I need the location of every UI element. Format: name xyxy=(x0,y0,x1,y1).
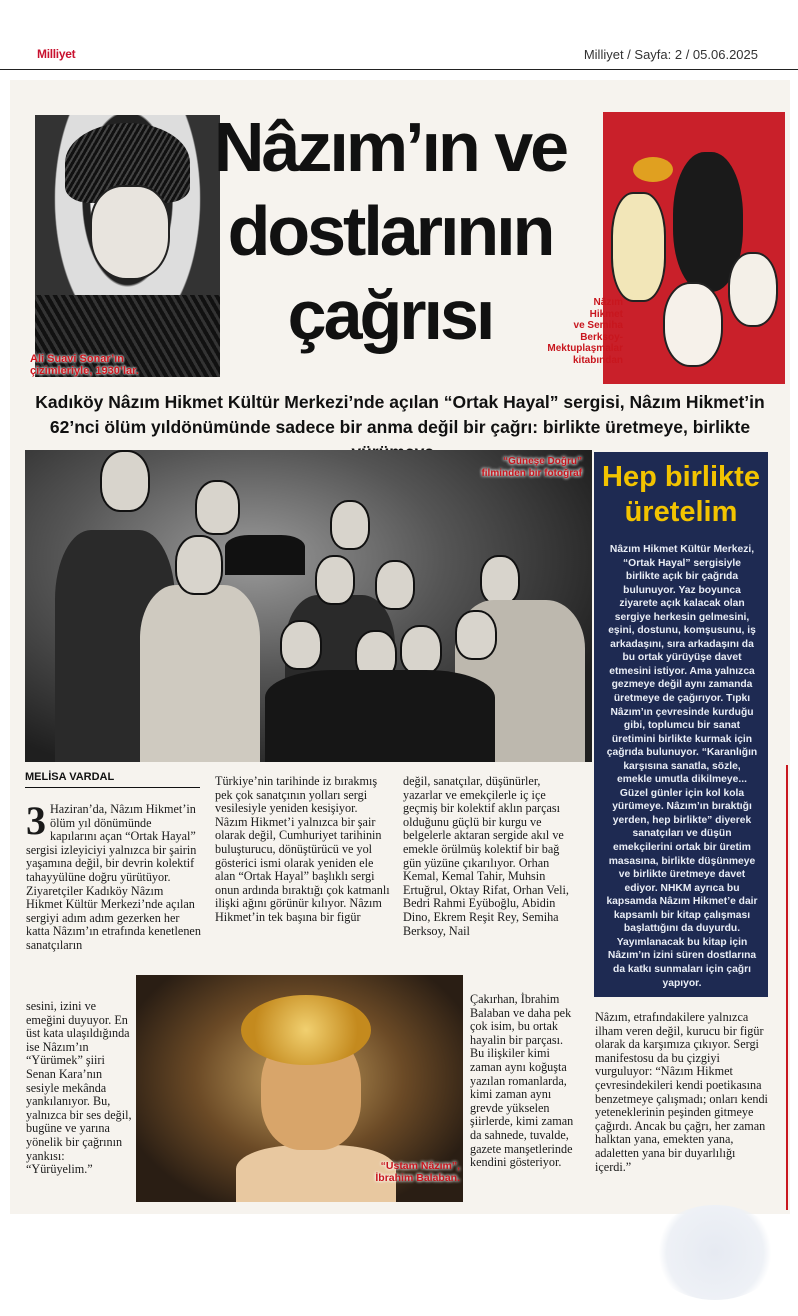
painting-caption: “Ustam Nâzım”, İbrahim Balaban. xyxy=(375,1160,460,1184)
article-column-3-continued: Çakırhan, İbrahim Balaban ve daha pek çok isim, bu ortak hayalin bir parçası. Bu ilişkiler kimi zaman aynı koğuşta yazılan romanlarda, kimi zaman aynı grevde yükselen şiirlerde, kimi zaman da sahnede, tuvalde, gazete manşetlerinde kendini gösteriyor. xyxy=(470,992,574,1170)
sidebar-body: Nâzım Hikmet Kültür Merkezi, “Ortak Hayal” sergisiyle birlikte açık bir çağrıda bulunuyor. Yaz boyunca ziyarete açık kalacak olan sergiye herkesin gelmesini, eşini, dostunu, komşusunu, iş arkadaşını, sıra arkadaşını da bu ortak yürüyüşe davet etmesini istiyor. Ama yalnızca gezmeye değil aynı zamanda üretmeye de çağırıyor. Tıpkı Nâzım’ın çevresinde kurduğu gibi, toplumcu bir sanat üretimini birlikte kurmak için çağrıda bulunuyor. “Karanlığın karşısına sanatla, sözle, emekle umutla dikilmeye... Güzel günler için kol kola yürümeye. Nâzım’ın bıraktığı yerden, hep birlikte” diyerek sanatçıları ve düşün emekçilerini ortak bir üretim masasına, birlikte düşünmeye ve birlikte üretmeye davet ediyor. NHKM ayrıca bu kapsamda Nâzım Hikmet’e dair kapsamlı bir kitap çalışması başlattığını da duyurdu. Yayımlanacak bu kitap için Nâzım’ın izini süren dostlarına da katkı sunmaları için çağrı yapıyor. xyxy=(606,544,758,989)
header-divider xyxy=(0,69,798,70)
portrait-caption: Ali Suavi Sonar’ın çizimleriyle, 1930’lar. xyxy=(30,353,139,377)
scan-watermark xyxy=(650,1205,780,1300)
drop-cap: 3 xyxy=(26,798,46,843)
letters-book-illustration xyxy=(603,112,785,384)
article-column-1: 3 Haziran’da, Nâzım Hikmet’in ölüm yıl dönümünde kapılarını açan “Ortak Hayal” sergisi izleyiciyi yalnızca bir şairin yaşamına değil, bir devrin kolektif tahayyülüne doğru yürütüyor. Ziyaretçiler Kadıköy Nâzım Hikmet Kültür Merkezi’nde açılan sergiyi adım adım gezerken her katta Nâzım’ın etrafında kenetlenen sanatçıların xyxy=(26,798,201,952)
article-column-3: değil, sanatçılar, düşünürler, yazarlar ve emekçilerle iç içe geçmiş bir kolektif aklın parçası olduğunu güçlü bir kurgu ve belgelerle aktaran sergide akıl ve emekle örülmüş kolektif bir bağ gün yüzüne çıkarılıyor. Orhan Kemal, Kemal Tahir, Muhsin Ertuğrul, Oktay Rifat, Orhan Veli, Bedri Rahmi Eyüboğlu, Abidin Dino, Ekrem Reşit Rey, Semiha Berksoy, Nail xyxy=(403,774,569,938)
author-byline: MELİSA VARDAL xyxy=(25,771,115,783)
article-column-1-continued: sesini, izini ve emeğini duyuyor. En üst kata ulaşıldığında ise Nâzım’ın “Yürümek” şiiri Senan Kara’nın sesiyle mekânda yankılanıyor. Bu, yalnızca bir ses değil, bugüne ve yarına yönelik bir çağrının yankısı: “Yürüyelim.” xyxy=(26,999,132,1177)
group-photo xyxy=(25,450,592,762)
lead-paragraph: Kadıköy Nâzım Hikmet Kültür Merkezi’nde açılan “Ortak Hayal” sergisi, Nâzım Hikmet’in 62’nci ölüm yıldönümünde sadece bir anma değil bir çağrı: birlikte üretmeye, birlikte xyxy=(35,392,765,437)
newspaper-logo: Milliyet xyxy=(37,47,76,61)
article-column-4: Nâzım, etrafındakilere yalnızca ilham veren değil, kurucu bir figür olarak da karşımıza çıkıyor. Sergi manifestosu da bu çizgiyi vurguluyor: “Nâzım Hikmet çevresindekileri kendi poetikasına benzetmeye çalışmadı; onları kendi yeteneklerinin peşinden gitmeye çağırdı. Ancak bu çağrı, her zaman halktan yana, emekten yana, adaletten yana bir duyarlılığı içerdi.” xyxy=(595,1010,768,1174)
article-column-2: Türkiye’nin tarihinde iz bırakmış pek çok sanatçının yolları sergi vesilesiyle yeniden kesişiyor. Nâzım Hikmet’i yalnızca bir şair olarak değil, Cumhuriyet tarihinin buluşturucu, dönüştürücü ve yol gösterici ismi olarak yeniden ele alan “Ortak Hayal” başlıklı sergi onun ardında bıraktığı çok katmanlı ilişki ağını görünür kılıyor. Nâzım Hikmet’in tek başına bir figür xyxy=(215,774,390,924)
illustration-caption: Nâzım Hikmet ve Semiha Berksoy- Mektuplaşmalar kitabından xyxy=(547,297,623,366)
photo-caption: “Güneşe Doğru” filminden bir fotoğraf xyxy=(481,456,582,479)
sidebar-title: Hep birlikte üretelim xyxy=(602,461,760,528)
page-info: Milliyet / Sayfa: 2 / 05.06.2025 xyxy=(583,47,758,62)
headline: Nâzım’ın ve dostlarının çağrısı xyxy=(213,108,567,354)
byline-rule xyxy=(25,787,200,788)
page-edge-rule xyxy=(786,765,788,1210)
